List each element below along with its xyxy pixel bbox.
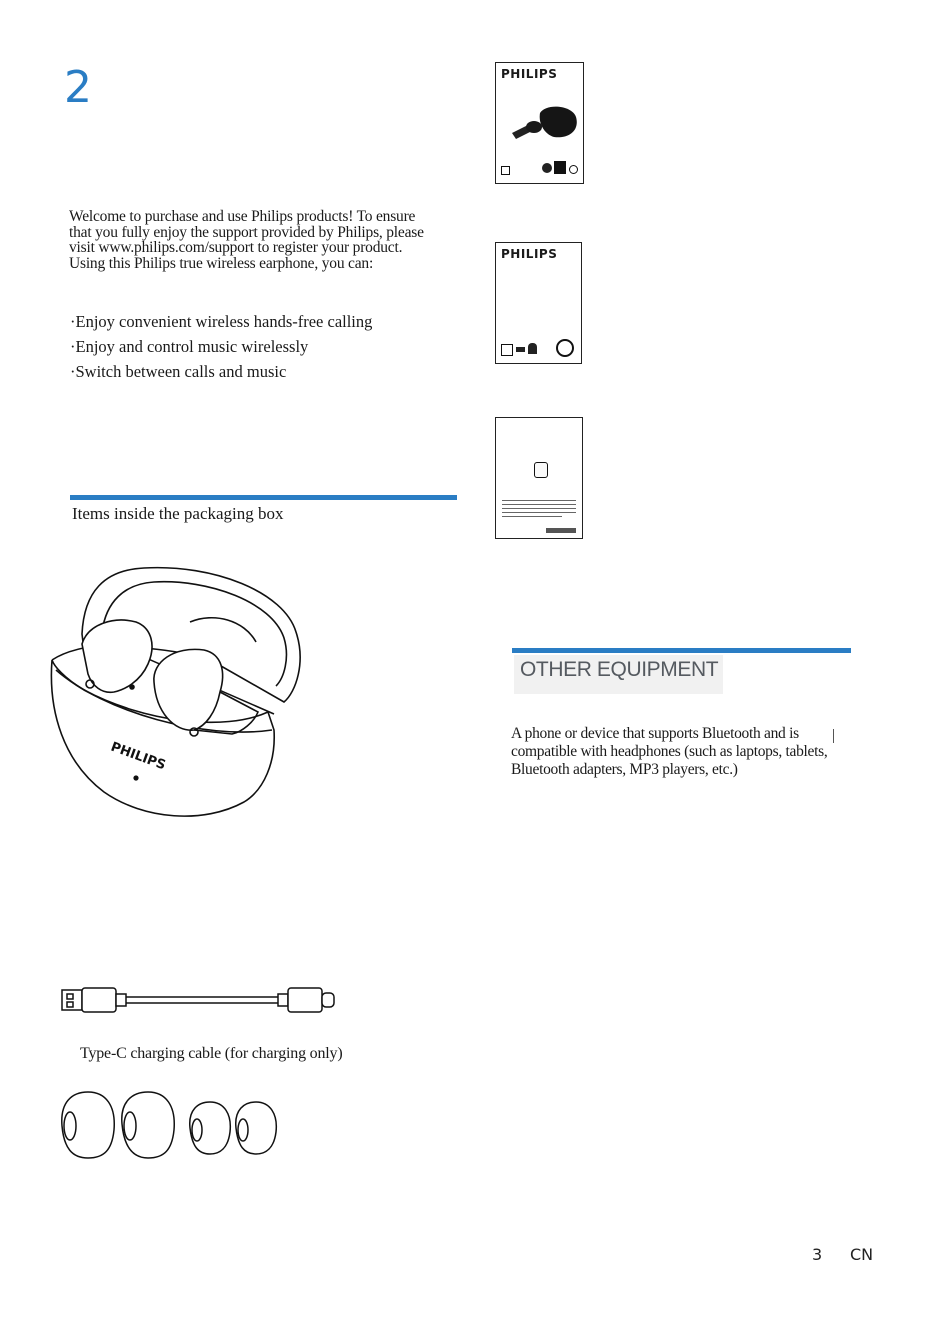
- chapter-number: 2: [64, 62, 92, 113]
- text-line: [502, 512, 576, 513]
- person-icon: [528, 343, 537, 354]
- support-icon: [554, 161, 566, 174]
- other-equipment-description: A phone or device that supports Bluetooth and is compatible with headphones (such as laptops, tablets, Bluetooth adapters, MP3 players, etc.): [511, 725, 828, 778]
- text-cursor-mark: [833, 729, 834, 743]
- doc-icon: [501, 344, 513, 356]
- text-line: [502, 516, 562, 517]
- type-c-cable-illustration: [60, 984, 340, 1018]
- doc-icon: [501, 166, 510, 175]
- feature-list: [70, 309, 372, 384]
- section-divider: [70, 495, 457, 500]
- globe-icon: [556, 339, 574, 357]
- text-line: [502, 500, 576, 501]
- feature-item: ·Enjoy convenient wireless hands-free calling: [70, 312, 373, 331]
- cable-caption: Type-C charging cable (for charging only): [80, 1045, 343, 1062]
- language-code: CN: [850, 1245, 874, 1264]
- brand-logo: PHILIPS: [501, 247, 558, 261]
- charging-case-illustration: [44, 562, 314, 832]
- section-divider: [512, 648, 851, 653]
- feature-item: ·Switch between calls and music: [70, 362, 287, 381]
- arrow-icon: [516, 347, 525, 352]
- shield-icon: [534, 462, 548, 478]
- section-title: Items inside the packaging box: [72, 504, 284, 523]
- quick-start-guide: [495, 62, 584, 184]
- case-brand-logo: PHILIPS: [108, 739, 168, 774]
- feature-item: ·Enjoy and control music wirelessly: [70, 337, 309, 356]
- intro-paragraph: Welcome to purchase and use Philips products! To ensure that you fully enjoy the support provided by Philips, please visit www.philips.com/support to register your product. Using this Philips true wireless earphone, you can:: [69, 208, 424, 272]
- other-equipment-title: OTHER EQUIPMENT: [520, 658, 719, 681]
- settings-icon: [569, 165, 578, 174]
- ear-tips-illustration: [56, 1090, 286, 1162]
- help-icon: [542, 163, 552, 173]
- safety-leaflet: [495, 417, 583, 539]
- page-number: 3: [812, 1245, 823, 1264]
- earphone-image-icon: [506, 103, 578, 143]
- brand-logo: PHILIPS: [501, 67, 558, 81]
- cert-marks-icon: [546, 528, 576, 533]
- registration-leaflet: [495, 242, 582, 364]
- text-line: [502, 508, 576, 509]
- text-line: [502, 504, 576, 505]
